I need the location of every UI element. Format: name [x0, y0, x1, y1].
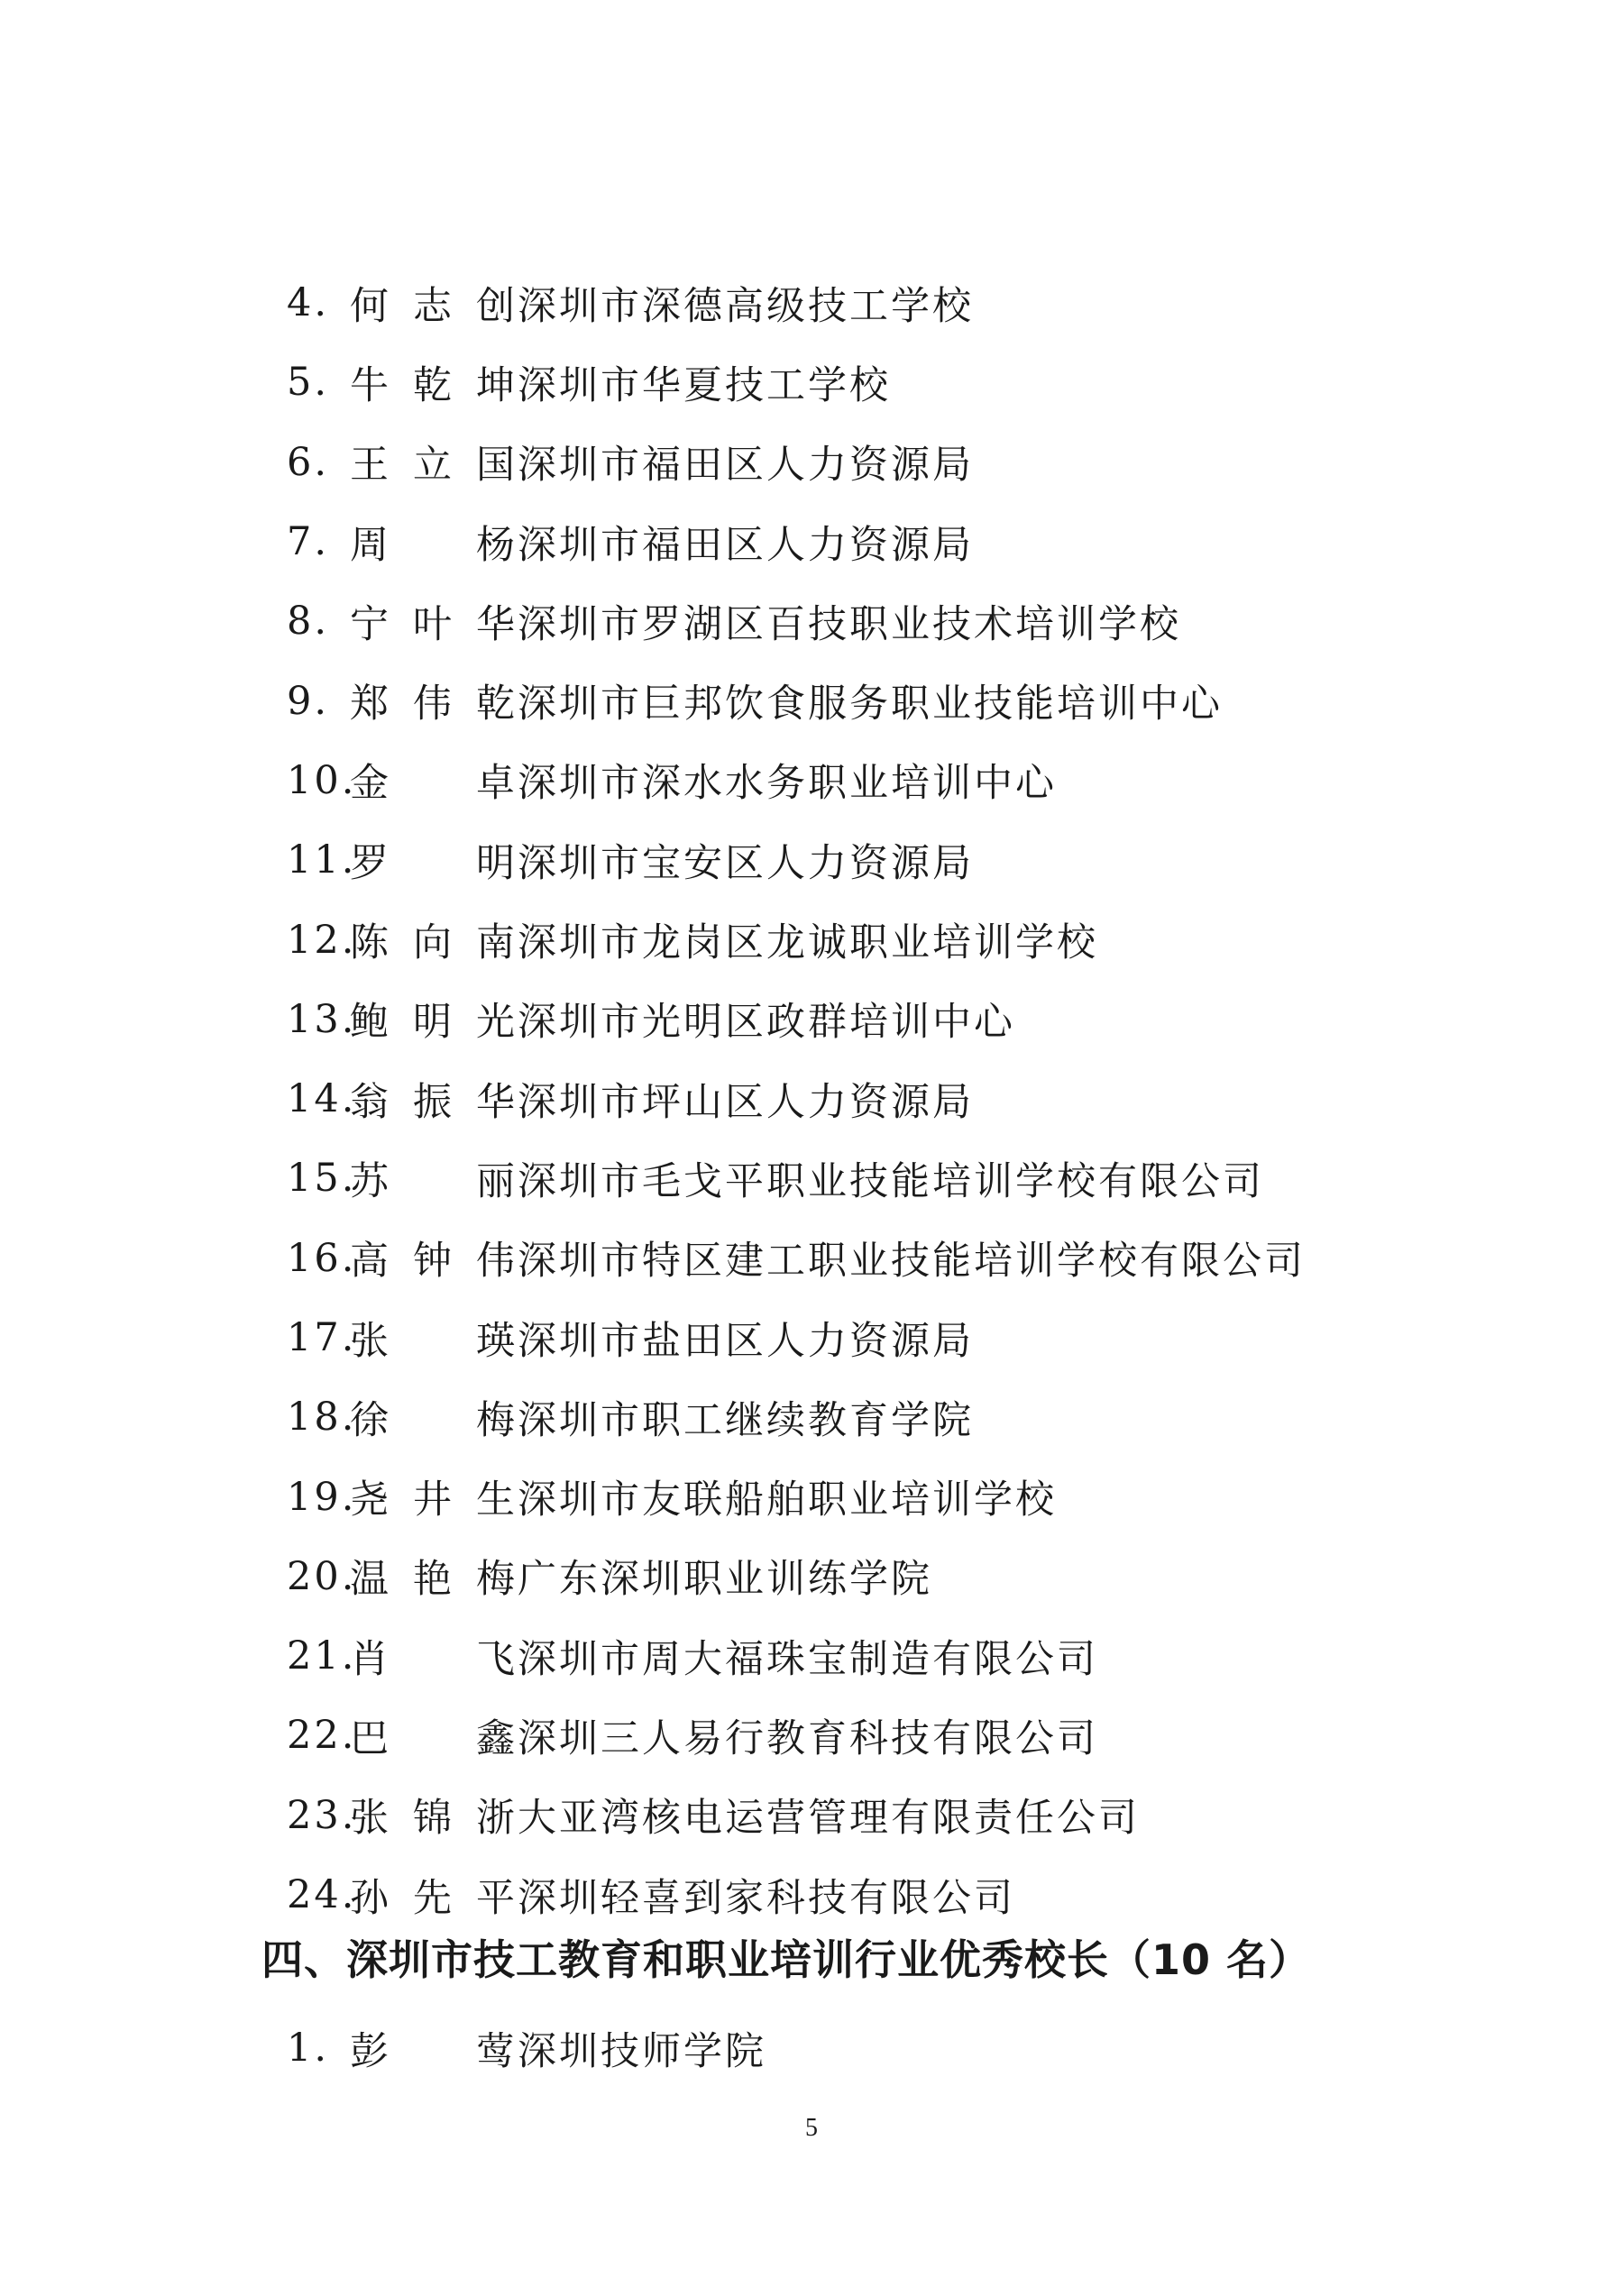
item-number: 23.	[287, 1792, 357, 1838]
list-item	[287, 980, 1459, 1059]
organization-name: 大亚湾核电运营管理有限责任公司	[518, 1796, 1140, 1842]
person-name: 宁叶华	[350, 601, 518, 647]
person-name: 金 卓	[350, 761, 518, 807]
item-number: 12.	[287, 917, 357, 963]
organization-name: 深圳市周大福珠宝制造有限公司	[518, 1636, 1098, 1682]
item-number: 20.	[287, 1553, 357, 1599]
list-item	[287, 1537, 1459, 1616]
list-item	[287, 900, 1459, 979]
item-number: 6.	[287, 439, 330, 485]
item-number: 11.	[287, 837, 357, 883]
list-item	[287, 1457, 1459, 1536]
person-name: 巴 鑫	[350, 1715, 518, 1761]
item-number: 15.	[287, 1156, 357, 1202]
organization-name: 广东深圳职业训练学院	[518, 1557, 932, 1603]
person-name: 肖 飞	[350, 1636, 518, 1682]
person-name: 张 瑛	[350, 1318, 518, 1364]
organization-name: 深圳市罗湖区百技职业技术培训学校	[518, 601, 1181, 647]
organization-name: 深圳市职工继续教育学院	[518, 1397, 974, 1443]
list-item	[287, 2008, 1459, 2088]
organization-name: 深圳市深德高级技工学校	[518, 283, 974, 329]
organization-name: 深圳三人易行教育科技有限公司	[518, 1715, 1098, 1761]
person-name: 王立国	[350, 443, 518, 489]
person-name: 鲍明光	[350, 1000, 518, 1046]
person-name: 罗 明	[350, 840, 518, 886]
item-number: 8.	[287, 599, 330, 645]
organization-name: 深圳市深水水务职业培训中心	[518, 761, 1057, 807]
list-item	[287, 1377, 1459, 1457]
person-name: 陈向南	[350, 920, 518, 966]
item-number: 5.	[287, 360, 330, 406]
person-name: 孙先平	[350, 1875, 518, 1921]
principal-list	[287, 2008, 1459, 2088]
item-number: 13.	[287, 996, 357, 1042]
person-name: 尧井生	[350, 1477, 518, 1523]
list-item	[287, 343, 1459, 422]
organization-name: 深圳市盐田区人力资源局	[518, 1318, 974, 1364]
list-item	[287, 1219, 1459, 1298]
list-item	[287, 423, 1459, 502]
list-item	[287, 502, 1459, 581]
item-number: 22.	[287, 1713, 357, 1759]
item-number: 19.	[287, 1474, 357, 1520]
organization-name: 深圳市坪山区人力资源局	[518, 1079, 974, 1125]
organization-name: 深圳市光明区政群培训中心	[518, 1000, 1015, 1046]
item-number: 18.	[287, 1395, 357, 1441]
organization-name: 深圳市毛戈平职业技能培训学校有限公司	[518, 1158, 1264, 1204]
list-item	[287, 741, 1459, 820]
person-name: 郑伟乾	[350, 681, 518, 727]
item-number: 10.	[287, 757, 357, 803]
organization-name: 深圳市福田区人力资源局	[518, 522, 974, 568]
organization-name: 深圳轻喜到家科技有限公司	[518, 1875, 1015, 1921]
item-number: 4.	[287, 280, 330, 326]
list-item	[287, 1059, 1459, 1139]
list-item	[287, 1696, 1459, 1775]
item-number: 14.	[287, 1076, 357, 1122]
item-number: 24.	[287, 1872, 357, 1918]
page-number: 5	[805, 2114, 818, 2142]
item-number: 7.	[287, 519, 330, 565]
item-number: 17.	[287, 1315, 357, 1360]
list-item	[287, 661, 1459, 740]
person-name: 何志创	[350, 283, 518, 329]
organization-name: 深圳技师学院	[518, 2028, 766, 2074]
organization-name: 深圳市华夏技工学校	[518, 362, 891, 408]
organization-name: 深圳市宝安区人力资源局	[518, 840, 974, 886]
organization-name: 深圳市福田区人力资源局	[518, 443, 974, 489]
list-item	[287, 1298, 1459, 1377]
person-name: 牛乾坤	[350, 362, 518, 408]
person-name: 徐 梅	[350, 1397, 518, 1443]
section-heading: 四、深圳市技工教育和职业培训行业优秀校长（10 名）	[261, 1935, 1312, 1984]
organization-name: 深圳市龙岗区龙诚职业培训学校	[518, 920, 1098, 966]
organization-name: 深圳市友联船舶职业培训学校	[518, 1477, 1057, 1523]
person-name: 高钟伟	[350, 1239, 518, 1285]
awardee-list	[287, 263, 1459, 1935]
item-number: 9.	[287, 678, 330, 724]
list-item	[287, 820, 1459, 900]
organization-name: 深圳市巨邦饮食服务职业技能培训中心	[518, 681, 1223, 727]
person-name: 温艳梅	[350, 1557, 518, 1603]
person-name: 翁振华	[350, 1079, 518, 1125]
person-name: 彭 莺	[350, 2028, 518, 2074]
organization-name: 深圳市特区建工职业技能培训学校有限公司	[518, 1239, 1306, 1285]
list-item	[287, 1776, 1459, 1855]
list-item	[287, 1139, 1459, 1218]
item-number: 1.	[287, 2026, 330, 2072]
list-item	[287, 1855, 1459, 1935]
person-name: 张锦浙	[350, 1796, 518, 1842]
person-name: 苏 丽	[350, 1158, 518, 1204]
list-item	[287, 1616, 1459, 1696]
person-name: 周 杨	[350, 522, 518, 568]
item-number: 21.	[287, 1633, 357, 1679]
list-item	[287, 263, 1459, 343]
list-item	[287, 581, 1459, 661]
item-number: 16.	[287, 1235, 357, 1281]
